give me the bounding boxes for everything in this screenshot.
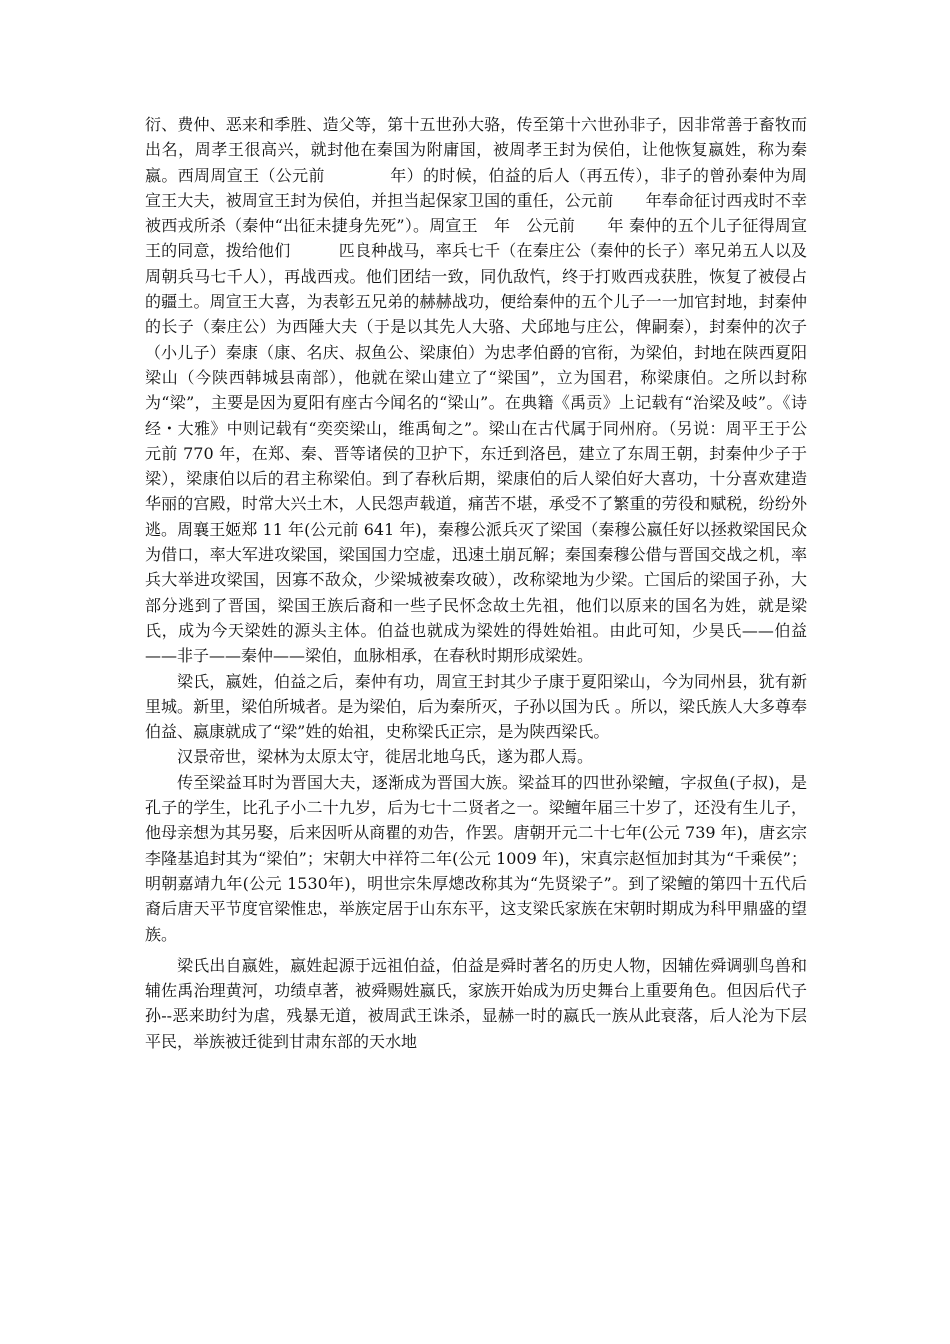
paragraph: 传至梁益耳时为晋国大夫，逐渐成为晋国大族。梁益耳的四世孙梁鳣，字叔鱼(子叔)，是孔子的学生，比孔子小二十九岁，后为七十二贤者之一。梁鳣年届三十岁了，还没有生儿子，他母亲想为其另娶，后来因听从商瞿的劝告，作罢。唐朝开元二十七年(公元 739 年)，唐玄宗李隆基追封其为“梁伯”；宋朝大中祥符二年(公元 1009 年)，宋真宗赵恒加封其为“千乘侯”；明朝嘉靖九年(公元 1530年)，明世宗朱厚熜改称其为“先贤梁子”。到了梁鳣的第四十五代后裔后唐天平节度官梁惟忠，举族定居于山东东平，这支梁氏家族在宋朝时期成为科甲鼎盛的望族。	[145, 772, 807, 944]
paragraph: 衍、费仲、恶来和季胜、造父等，第十五世孙大骆，传至第十六世孙非子，因非常善于畜牧而出名，周孝王很高兴，就封他在秦国为附庸国，被周孝王封为侯伯，让他恢复嬴姓，称为秦嬴。西周周宣王（公元前 年）的时候，伯益的后人（再五传），非子的曾孙秦仲为周宣王大夫，被周宣王封为侯伯，并担当起保家卫国的重任，公元前 年奉命征讨西戎时不幸被西戎所杀（秦仲“出征未捷身先死”）。周宣王 年 公元前 年 秦仲的五个儿子征得周宣王的同意，拨给他们 匹良种战马，率兵七千（在秦庄公（秦仲的长子）率兄弟五人以及周朝兵马七千人），再战西戎。他们团结一致，同仇敌忾，终于打败西戎获胜，恢复了被侵占的疆土。周宣王大喜，为表彰五兄弟的赫赫战功，便给秦仲的五个儿子一一加官封地，封秦仲的长子（秦庄公）为西陲大夫（于是以其先人大骆、犬邱地与庄公，俾嗣秦），封秦仲的次子（小儿子）秦康（康、名庆、叔鱼公、梁康伯）为忠孝伯爵的官衔，为梁伯，封地在陕西夏阳梁山（今陕西韩城县南部），他就在梁山建立了“梁国”，立为国君，称梁康伯。之所以封称为“梁”，主要是因为夏阳有座古今闻名的“梁山”。在典籍《禹贡》上记载有“治梁及岐”。《诗经・大雅》中则记载有“奕奕梁山，维禹甸之”。梁山在古代属于同州府。（另说：周平王于公元前 770 年，在郑、秦、晋等诸侯的卫护下，东迁到洛邑，建立了东周王朝，封秦仲少子于梁），梁康伯以后的君主称梁伯。到了春秋后期，梁康伯的后人梁伯好大喜功，十分喜欢建造华丽的宫殿，时常大兴土木，人民怨声载道，痛苦不堪，承受不了繁重的劳役和赋税，纷纷外逃。周襄王姬郑 11 年(公元前 641 年)，秦穆公派兵灭了梁国（秦穆公嬴任好以拯救梁国民众为借口，率大军进攻梁国，梁国国力空虚，迅速土崩瓦解；秦国秦穆公借与晋国交战之机，率兵大举进攻梁国，因寡不敌众，少梁城被秦攻破），改称梁地为少梁。亡国后的梁国子孙，大部分逃到了晋国，梁国王族后裔和一些子民怀念故土先祖，他们以原来的国名为姓，就是梁氏，成为今天梁姓的源头主体。伯益也就成为梁姓的得姓始祖。由此可知，少昊氏——伯益——非子——秦仲——梁伯，血脉相承，在春秋时期形成梁姓。	[145, 115, 807, 666]
document-body	[145, 112, 807, 1054]
paragraph: 汉景帝世，梁林为太原太守，徙居北地乌氏，遂为郡人焉。	[177, 747, 594, 767]
paragraph: 梁氏出自嬴姓，嬴姓起源于远祖伯益，伯益是舜时著名的历史人物，因辅佐舜调驯鸟兽和辅佐禹治理黄河，功绩卓著，被舜赐姓嬴氏，家族开始成为历史舞台上重要角色。但因后代子孙--恶来助纣为虐，残暴无道，被周武王诛杀，显赫一时的嬴氏一族从此衰落，后人沦为下层平民，举族被迁徙到甘肃东部的天水地	[145, 955, 807, 1051]
paragraph: 梁氏，嬴姓，伯益之后，秦仲有功，周宣王封其少子康于夏阳梁山，今为同州县，犹有新里城。新里，梁伯所城者。是为梁伯，后为秦所灭，子孙以国为氏 。所以，梁氏族人大多尊奉伯益、嬴康就成了“梁”姓的始祖，史称梁氏正宗，是为陕西梁氏。	[145, 671, 807, 742]
